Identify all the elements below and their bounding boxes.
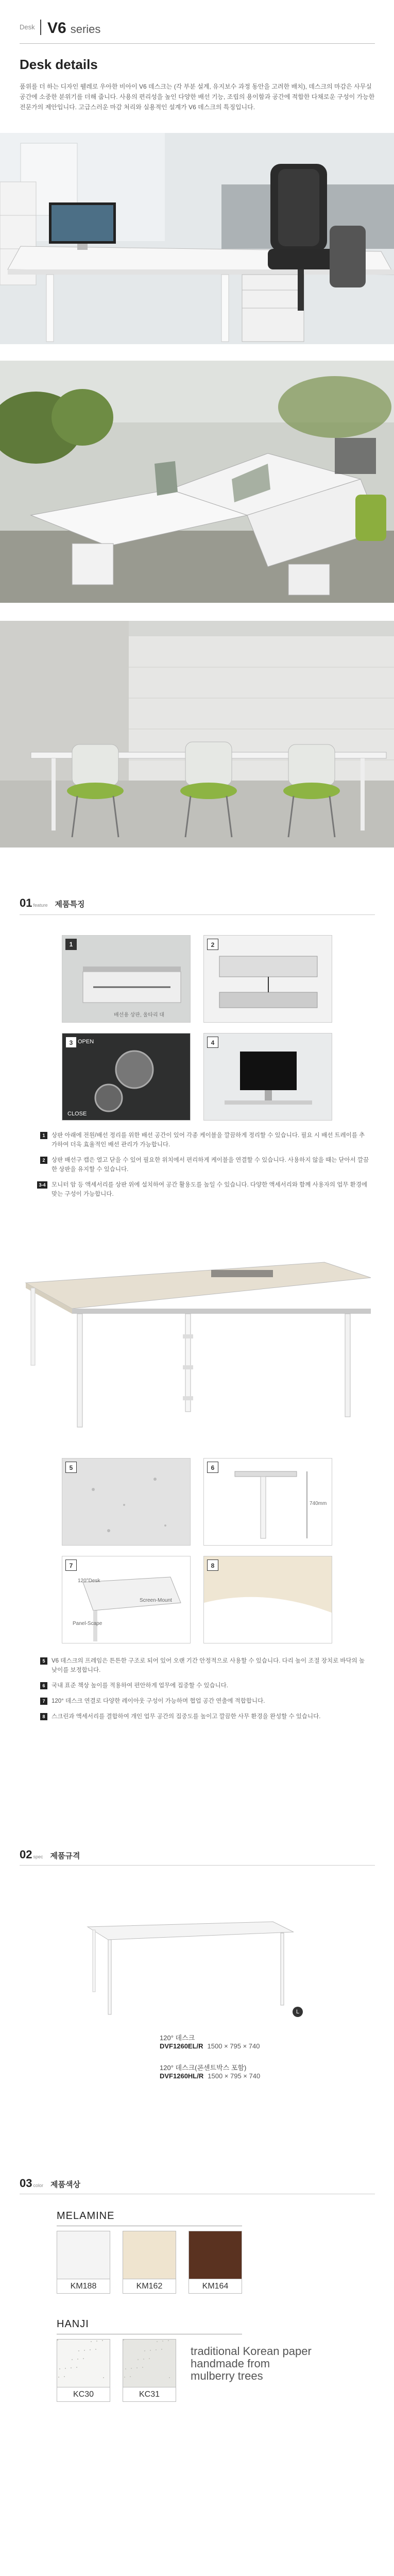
section-01-header [20,896,84,910]
feature-box-1-caption: 배선용 상판, 울타리 대 [114,1012,165,1018]
fiber-speck [130,2376,131,2377]
swatch-label: KM164 [189,2279,242,2294]
fiber-speck [64,2376,65,2377]
fiber-speck [78,2350,79,2351]
feature-badge-7: 7 [65,1560,77,1571]
fiber-speck [58,2377,59,2378]
bullet-number: 1 [40,1132,47,1139]
feature-badge-1: 1 [65,939,77,950]
fiber-speck [150,2350,151,2351]
swatch-kc31[interactable] [123,2339,176,2387]
corner-badge: L [293,2007,303,2017]
section-heading: Desk details [20,57,98,72]
section-03-header [20,2177,80,2190]
panel-scape-label: Panel-Scape [73,1621,102,1626]
feature-bullets-1 [40,1131,370,1205]
fiber-speck [84,2350,85,2351]
product-code-value: DVF1260HL/R [160,2072,204,2080]
feature-badge-4: 4 [207,1037,218,1048]
spec-list [160,2032,260,2080]
fiber-speck [125,2368,126,2369]
section-title: 제품규격 [50,1852,80,1860]
grommet-illustration [62,1033,191,1121]
feature-bullets-2 [40,1656,370,1727]
desk-frame-illustration [15,1242,379,1443]
product-name: 120° 데스크 [160,2034,195,2042]
feature-badge-2: 2 [207,939,218,950]
fiber-speck [169,2377,170,2378]
bullet-item [40,1712,370,1721]
wood-top-illustration [204,1556,332,1643]
section-number: 03 [20,2177,32,2190]
melamine-heading: MELAMINE [57,2210,115,2222]
feature-box-7 [62,1556,191,1643]
bullet-number: 3-4 [37,1181,47,1189]
feature-box-3 [62,1033,191,1121]
fiber-speck [131,2368,132,2369]
bullet-number: 2 [40,1157,47,1164]
product-code [160,2072,260,2080]
bullet-number: 5 [40,1657,47,1665]
fiber-speck [57,2340,58,2341]
product-size: 1500 × 795 × 740 [207,2042,260,2050]
product-code [160,2042,260,2050]
bullet-text: 스크린과 액세서리를 결합하여 개인 업무 공간의 집중도를 높이고 깔끔한 사무 환경을 완성할 수 있습니다. [52,1714,321,1720]
fiber-speck [149,2358,150,2359]
series-name: V6 [47,20,66,37]
open-label: OPEN [78,1039,94,1045]
height-dimension: 740mm [310,1501,327,1506]
bullet-text: 국내 표준 책상 높이를 적용하여 편안하게 업무에 집중할 수 있습니다. [52,1683,228,1689]
product-size: 1500 × 795 × 740 [208,2072,261,2080]
product-code-value: DVF1260EL/R [160,2042,203,2050]
fiber-speck [76,2367,77,2368]
monitor-illustration [204,1033,332,1121]
feature-box-8 [203,1556,332,1643]
fiber-speck [77,2359,78,2360]
fiber-speck [162,2341,163,2342]
feature-badge-3: 3 [65,1037,77,1048]
bullet-item [40,1656,370,1675]
section-rule [20,1865,375,1866]
bullet-number: 7 [40,1698,47,1705]
spec-desk-drawing [77,1901,299,2020]
fiber-speck [59,2368,60,2369]
fiber-speck [71,2367,72,2368]
section-sub: spec [33,1854,43,1859]
fiber-speck [168,2340,169,2341]
bullet-item [40,1180,370,1199]
section-02-header [20,1848,80,1861]
fiber-speck [103,2377,104,2378]
bullet-number: 6 [40,1682,47,1689]
category-label: Desk [20,23,35,31]
swatch-km188[interactable] [57,2231,110,2279]
frame-photo [15,1242,379,1443]
screen-mount-label: Screen-Mount [140,1598,172,1603]
bullet-text: V6 데스크의 프레임은 튼튼한 구조로 되어 있어 오랜 기간 안정적으로 사용할 수 있습니다. 다리 높이 조절 장치로 바닥의 높낮이를 보정합니다. [52,1658,365,1673]
desk-line-drawing [77,1901,299,2020]
bullet-text: 120° 데스크 연결로 다양한 레이아웃 구성이 가능하며 협업 공간 연출에 적합합니다. [52,1698,265,1704]
feature-badge-5: 5 [65,1462,77,1473]
close-label: CLOSE [67,1111,87,1117]
cable-tray-illustration [62,936,191,1023]
product-name: 120° 데스크(콘센트박스 포함) [160,2064,247,2072]
swatch-label: KC31 [123,2387,176,2402]
intro-text: 품위를 더 하는 디자인 웰레로 우아한 비아이 V6 데스크는 (각 부분 설계, 유지보수 과정 동안을 고려한 배치), 데스크의 마감은 사무실 공간에 소중한 분위기를 더해 줍니다. 사용의 편리성을 높인 다양한 배선 기능, 조립의 용이함과 공간에 적합한 다채로운 구성이 가능한 전문가의 제안입니다. 고급스러운 마감 처리와 실용적인 설계가 V6 데스크의 특징입니다. [20,83,375,111]
fiber-speck [72,2359,73,2360]
fiber-speck [138,2359,139,2360]
fiber-speck [124,2377,125,2378]
fiber-speck [136,2367,138,2368]
page-title [47,20,100,37]
workstation-illustration [0,133,394,344]
fiber-speck [90,2349,91,2350]
feature-badge-8: 8 [207,1560,218,1571]
fiber-speck [142,2367,143,2368]
bullet-item [40,1697,370,1706]
hanji-description: traditional Korean paper handmade from mulberry trees [191,2345,312,2382]
product-photo-3 [0,621,394,848]
section-rule [20,914,375,915]
bench-illustration [0,621,394,848]
bullet-item [40,1156,370,1174]
feature-box-5 [62,1458,191,1546]
series-suffix: series [70,23,101,36]
swatch-label: KM162 [123,2279,176,2294]
fiber-speck [144,2350,145,2351]
desk-label: 120°Desk [78,1578,100,1584]
laminate-texture [62,1459,191,1546]
fiber-speck [157,2341,158,2342]
swatch-km162[interactable] [123,2231,176,2279]
cable-hole-illustration [204,936,332,1023]
fiber-speck [83,2358,84,2359]
feature-box-4 [203,1033,332,1121]
section-sub: feature [33,903,48,908]
fiber-speck [161,2349,162,2350]
bullet-text: 모니터 암 등 액세서리를 상판 위에 설치하여 공간 활용도를 높일 수 있습니다. 다양한 액세서리와 함께 사용자의 업무 환경에 맞는 구성이 가능합니다. [52,1182,367,1197]
cluster-illustration [0,361,394,603]
header-divider [40,20,41,35]
fiber-speck [96,2341,97,2342]
section-title: 제품특징 [55,900,85,909]
section-number: 02 [20,1848,32,1861]
fiber-speck [156,2349,157,2350]
product-photo-1 [0,133,394,344]
header-rule [20,43,375,44]
fiber-speck [95,2349,96,2350]
bullet-text: 상판 배선구 캡은 열고 닫을 수 있어 필요한 위치에서 편리하게 케이블을 연결할 수 있습니다. 사용하지 않을 때는 닫아서 깔끔한 상판을 유지할 수 있습니다. [52,1157,369,1173]
swatch-km164[interactable] [189,2231,242,2279]
fiber-speck [91,2341,92,2342]
swatch-label: KM188 [57,2279,110,2294]
bullet-item [40,1131,370,1149]
swatch-kc30[interactable] [57,2339,110,2387]
feature-badge-6: 6 [207,1462,218,1473]
hanji-heading: HANJI [57,2318,89,2330]
feature-box-2 [203,935,332,1023]
feature-box-6 [203,1458,332,1546]
feature-box-1 [62,935,191,1023]
fiber-speck [65,2368,66,2369]
section-title: 제품색상 [50,2180,80,2189]
bullet-text: 상판 아래에 전원/배선 정리를 위한 배선 공간이 있어 각종 케이블을 깔끔하게 정리할 수 있습니다. 필요 시 배선 트레이를 추가하여 더욱 효율적인 배선 관리가 가능합니다. [52,1132,365,1148]
fiber-speck [123,2340,124,2341]
swatch-label: KC30 [57,2387,110,2402]
section-number: 01 [20,896,32,909]
bullet-item [40,1681,370,1690]
product-photo-2 [0,361,394,603]
section-sub: color [33,2183,43,2188]
fiber-speck [143,2359,144,2360]
bullet-number: 8 [40,1713,47,1720]
fiber-speck [102,2340,103,2341]
